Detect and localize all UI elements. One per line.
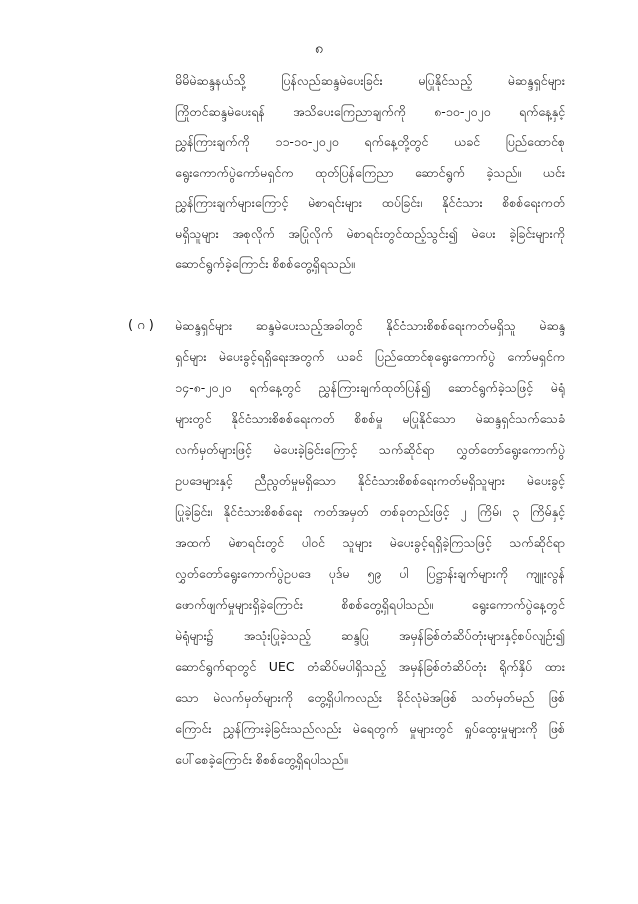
- paragraph-line: မဲဆန္ဒရှင်များ ဆန္ဒမဲပေးသည့်အခါတွင် နိုင်ငံသားစိစစ်ရေးကတ်မရှိသူ မဲဆန္ဒ: [175, 318, 565, 333]
- paragraph-line: လက်မှတ်များဖြင့် မဲပေးခဲ့ခြင်းကြောင့် သက်ဆိုင်ရာ လွှတ်တော်ရွေးကောက်ပွဲ: [175, 442, 565, 457]
- paragraph-line: များတွင် နိုင်ငံသားစိစစ်ရေးကတ် စိစစ်မှု မပြုနိုင်သော မဲဆန္ဒရှင်သက်သေခံ: [175, 411, 565, 426]
- paragraph-line: ဆောင်ရွက်ရာတွင် UEC တံဆိပ်မပါရှိသည့် အမှန်ခြစ်တံဆိပ်တုံး ရိုက်နှိပ် ထား: [175, 659, 565, 674]
- paragraph-line: ပေါ်စေခဲ့ကြောင်း စိစစ်တွေ့ရှိရပါသည်။: [175, 752, 348, 767]
- paragraph-line: မရှိသူများ အစုလိုက် အပြုံလိုက် မဲစာရင်းတွင်ထည့်သွင်း၍ မဲပေး ခဲ့ခြင်းများကို: [175, 225, 565, 241]
- paragraph-line: မဲရုံများ၌ အသုံးပြုခဲ့သည့် ဆန္ဒပြု အမှန်ခြစ်တံဆိပ်တုံးများနှင့်စပ်လျဉ်း၍: [175, 628, 565, 643]
- paragraph-2: [175, 310, 565, 775]
- paragraph-line: သော မဲလက်မှတ်များကို တွေ့ရှိပါကလည်း ခိုင်လုံမဲအဖြစ် သတ်မှတ်မည် ဖြစ်: [175, 690, 565, 705]
- paragraph-line: ကြိုတင်ဆန္ဒမဲပေးရန် အသိပေးကြေညာချက်ကို ၈-၁၀-၂၀၂၀ ရက်နေ့နှင့်: [175, 103, 565, 119]
- paragraph-line: ဆောင်ရွက်ခဲ့ကြောင်း စိစစ်တွေ့ရှိရသည်။: [175, 256, 355, 271]
- paragraph-line: ရွေးကောက်ပွဲကော်မရှင်က ထုတ်ပြန်ကြေညာ ဆောင်ရွက် ခဲ့သည်။ ယင်း: [175, 164, 565, 180]
- item-label: ( ဂ ): [128, 318, 154, 333]
- paragraph-line: လွှတ်တော်ရွေးကောက်ပွဲဥပဒေ ပုဒ်မ ၅၉ ပါ ပြဋ္ဌာန်းချက်များကို ကျူးလွန်: [175, 566, 565, 581]
- paragraph-1: [175, 66, 565, 280]
- paragraph-line: အထက် မဲစာရင်းတွင် ပါဝင် သူများ မဲပေးခွင့်ရရှိခဲ့ကြသဖြင့် သက်ဆိုင်ရာ: [175, 535, 565, 550]
- paragraph-line: ညွှန်ကြားချက်ကို ၁၁-၁၀-၂၀၂၀ ရက်နေ့တို့တွင် ယခင် ပြည်ထောင်စု: [175, 134, 565, 149]
- paragraph-line: ညွှန်ကြားချက်များကြောင့် မဲစာရင်းများ ထပ်ခြင်း၊ နိုင်ငံသား စိစစ်ရေးကတ်: [175, 195, 565, 210]
- paragraph-line: ကြောင်း ညွှန်ကြားခဲ့ခြင်းသည်လည်း မဲရေတွက် မှုများတွင် ရှုပ်ထွေးမှုများကို ဖြစ်: [175, 721, 565, 736]
- paragraph-line: ၁၄-၈-၂၀၂၀ ရက်နေ့တွင် ညွှန်ကြားချက်ထုတ်ပြန်၍ ဆောင်ရွက်ခဲ့သဖြင့် မဲရုံ: [175, 380, 565, 395]
- paragraph-line: ဥပဒေများနှင့် ညီညွတ်မှုမရှိသော နိုင်ငံသားစိစစ်ရေးကတ်မရှိသူများ မဲပေးခွင့်: [175, 473, 565, 488]
- paragraph-line: ရှင်များ မဲပေးခွင့်ရရှိရေးအတွက် ယခင် ပြည်ထောင်စုရွေးကောက်ပွဲ ကော်မရှင်က: [175, 349, 565, 364]
- paragraph-line: ပြုခဲ့ခြင်း၊ နိုင်ငံသားစိစစ်ရေး ကတ်အမှတ် တစ်ခုတည်းဖြင့် ၂ ကြိမ်၊ ၃ ကြိမ်နှင့်: [175, 504, 565, 519]
- paragraph-line: မိမိမဲဆန္ဒနယ်သို့ ပြန်လည်ဆန္ဒမဲပေးခြင်း မပြုနိုင်သည့် မဲဆန္ဒရှင်များ: [175, 73, 565, 88]
- paragraph-line: ဖောက်ဖျက်မှုများရှိခဲ့ကြောင်း စိစစ်တွေ့ရှိရပါသည်။ ရွေးကောက်ပွဲနေ့တွင်: [175, 597, 565, 612]
- page-number: ၈: [315, 41, 323, 57]
